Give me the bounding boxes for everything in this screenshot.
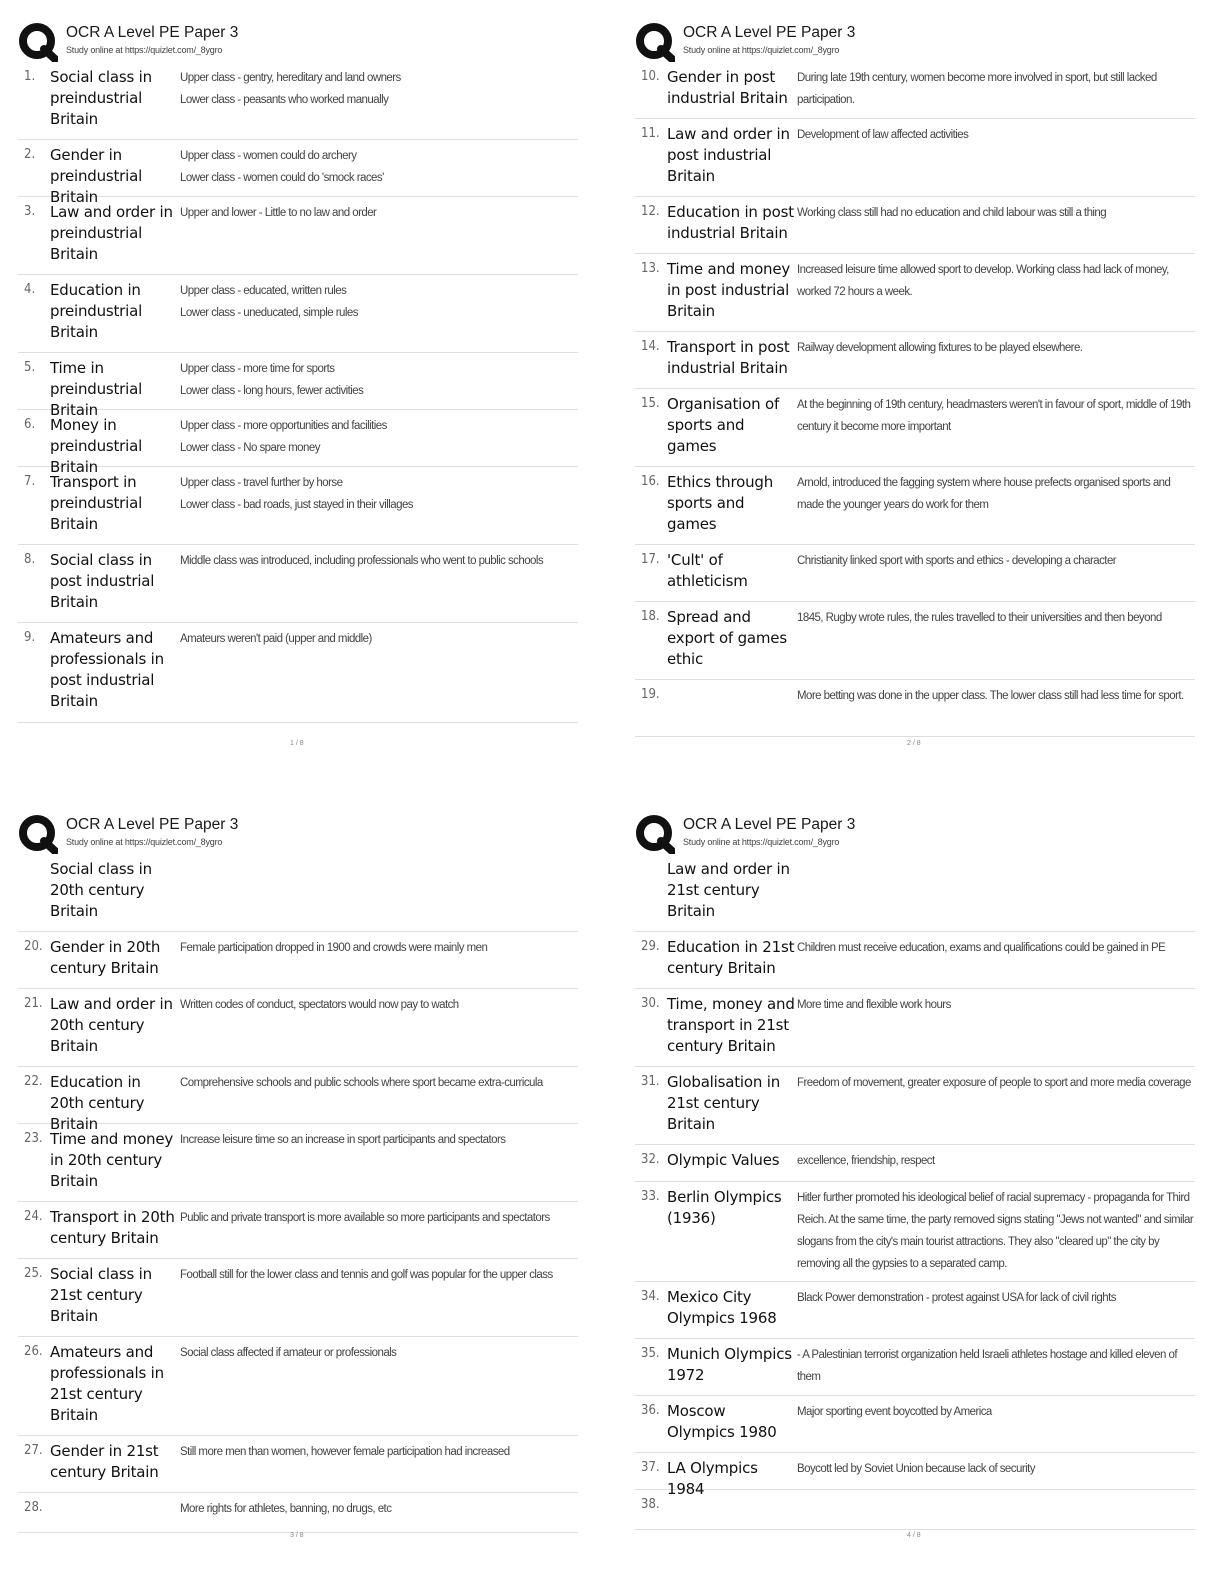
flashcard-row [18, 410, 578, 476]
study-link[interactable]: Study online at https://quizlet.com/_8ygro [66, 837, 223, 847]
page-4 [635, 812, 1215, 1552]
definition-text: Hitler further promoted his ideological belief of racial supremacy - propaganda for Third Reich. At the same time, the party removed signs stating "Jews not wanted" and similar slogans from the city's main tourist attractions. They also "cleared up" the city by removing all the gypsies to a separated camp. [797, 1192, 1194, 1270]
term-text: Amateurs and professionals in 21st century Britain [50, 1343, 164, 1424]
row-number: 22. [24, 1074, 43, 1089]
row-number: 21. [24, 996, 43, 1011]
definition-text: Upper and lower - Little to no law and order [180, 207, 377, 219]
row-number: 16. [641, 474, 660, 489]
quizlet-logo-icon [635, 814, 675, 854]
row-number: 36. [641, 1403, 660, 1418]
page-title: OCR A Level PE Paper 3 [66, 24, 239, 41]
page-header [635, 20, 1215, 64]
flashcard-row [18, 1124, 578, 1202]
definition-text: More betting was done in the upper class. The lower class still had less time for sport. [797, 690, 1184, 702]
row-number: 9. [24, 630, 36, 645]
definition-text: Upper class - more time for sports Lower class - long hours, fewer activities [180, 363, 364, 397]
definition-text: Still more men than women, however female participation had increased [180, 1446, 510, 1458]
page-title: OCR A Level PE Paper 3 [683, 816, 856, 833]
row-number: 26. [24, 1344, 43, 1359]
quizlet-logo-icon [18, 22, 58, 62]
definition-text: Amateurs weren't paid (upper and middle) [180, 633, 372, 645]
flashcard-row [635, 1282, 1195, 1339]
row-number: 3. [24, 204, 36, 219]
study-link[interactable]: Study online at https://quizlet.com/_8ygro [683, 45, 840, 55]
flashcard-row [635, 545, 1195, 602]
flashcard-row [635, 932, 1195, 989]
flashcard-row [18, 197, 578, 275]
row-number: 35. [641, 1346, 660, 1361]
definition-text: Public and private transport is more available so more participants and spectators [180, 1212, 550, 1224]
row-number: 23. [24, 1131, 43, 1146]
page-number: 1 / 8 [290, 740, 304, 747]
term-text: Time, money and transport in 21st century Britain [667, 995, 795, 1055]
term-text: Transport in post industrial Britain [667, 338, 790, 377]
row-number: 33. [641, 1189, 660, 1204]
definition-text: Working class still had no education and child labour was still a thing [797, 207, 1107, 219]
definition-text: Comprehensive schools and public schools where sport became extra-curricula [180, 1077, 543, 1089]
definition-text: Written codes of conduct, spectators would now pay to watch [180, 999, 459, 1011]
definition-text: Female participation dropped in 1900 and crowds were mainly men [180, 942, 488, 954]
term-text: LA Olympics 1984 [667, 1459, 758, 1498]
page-2 [635, 20, 1215, 760]
definition-text: - A Palestinian terrorist organization held Israeli athletes hostage and killed eleven of them [797, 1349, 1178, 1383]
definition-text: Christianity linked sport with sports and ethics - developing a character [797, 555, 1117, 567]
row-number: 7. [24, 474, 36, 489]
flashcard-row [635, 1453, 1195, 1498]
term-text: Time and money in 20th century Britain [50, 1130, 174, 1190]
flashcard-list [18, 62, 578, 723]
flashcard-row [18, 1436, 578, 1493]
term-text: Law and order in preindustrial Britain [50, 203, 173, 263]
flashcard-row [18, 932, 578, 989]
flashcard-row [635, 1145, 1195, 1182]
row-number: 25. [24, 1266, 43, 1281]
term-text: Social class in post industrial Britain [50, 551, 155, 611]
row-number: 24. [24, 1209, 43, 1224]
study-link[interactable]: Study online at https://quizlet.com/_8ygro [683, 837, 840, 847]
term-text: Education in preindustrial Britain [50, 281, 143, 341]
definition-text: Railway development allowing fixtures to be played elsewhere. [797, 342, 1083, 354]
flashcard-row [18, 545, 578, 623]
term-text: Mexico City Olympics 1968 [667, 1288, 777, 1327]
row-number: 32. [641, 1152, 660, 1167]
definition-text: Development of law affected activities [797, 129, 969, 141]
term-text: Social class in 21st century Britain [50, 1265, 152, 1325]
quizlet-logo-icon [18, 814, 58, 854]
flashcard-row [635, 602, 1195, 680]
definition-text: Middle class was introduced, including professionals who went to public schools [180, 555, 544, 567]
flashcard-row [18, 1202, 578, 1259]
flashcard-row [18, 140, 578, 206]
term-text: Berlin Olympics (1936) [667, 1188, 782, 1227]
flashcard-row [635, 1339, 1195, 1396]
term-text: 'Cult' of athleticism [667, 551, 748, 590]
row-number: 37. [641, 1460, 660, 1475]
flashcard-row [635, 389, 1195, 467]
page-1 [18, 20, 598, 760]
flashcard-row [18, 62, 578, 140]
definition-text: Upper class - gentry, hereditary and land owners Lower class - peasants who worked manually [180, 72, 401, 106]
definition-text: Major sporting event boycotted by America [797, 1406, 992, 1418]
term-text: Education in post industrial Britain [667, 203, 794, 242]
flashcard-row [18, 1493, 578, 1533]
term-text: Time in preindustrial Britain [50, 359, 143, 419]
term-text: Ethics through sports and games [667, 473, 774, 533]
page-header [18, 20, 598, 64]
row-number: 18. [641, 609, 660, 624]
definition-text: During late 19th century, women become more involved in sport, but still lacked participation. [797, 72, 1157, 106]
flashcard-row [18, 1337, 578, 1436]
flashcard-row [635, 854, 1195, 932]
flashcard-row [18, 1259, 578, 1337]
definition-text: Freedom of movement, greater exposure of people to sport and more media coverage [797, 1077, 1191, 1089]
term-text: Transport in 20th century Britain [50, 1208, 175, 1247]
term-text: Gender in preindustrial Britain [50, 146, 143, 206]
term-text: Education in 21st century Britain [667, 938, 795, 977]
definition-text: Upper class - women could do archery Lower class - women could do 'smock races' [180, 150, 384, 184]
flashcard-row [18, 1067, 578, 1133]
definition-text: Children must receive education, exams and qualifications could be gained in PE [797, 942, 1166, 954]
term-text: Moscow Olympics 1980 [667, 1402, 777, 1441]
row-number: 30. [641, 996, 660, 1011]
term-text: Globalisation in 21st century Britain [667, 1073, 780, 1133]
row-number: 29. [641, 939, 660, 954]
term-text: Law and order in post industrial Britain [667, 125, 790, 185]
row-number: 34. [641, 1289, 660, 1304]
term-text: Transport in preindustrial Britain [50, 473, 143, 533]
flashcard-row [18, 275, 578, 353]
flashcard-list [635, 62, 1195, 737]
flashcard-row [635, 62, 1195, 119]
row-number: 38. [641, 1497, 660, 1512]
page-title: OCR A Level PE Paper 3 [683, 24, 856, 41]
definition-text: At the beginning of 19th century, headmasters weren't in favour of sport, middle of 19th century it become more important [797, 399, 1191, 433]
row-number: 2. [24, 147, 36, 162]
row-number: 12. [641, 204, 660, 219]
definition-text: Upper class - educated, written rules Lower class - uneducated, simple rules [180, 285, 358, 319]
flashcard-row [635, 1067, 1195, 1145]
row-number: 10. [641, 69, 660, 84]
flashcard-row [635, 332, 1195, 389]
page-header [635, 812, 1215, 856]
term-text: Money in preindustrial Britain [50, 416, 143, 476]
row-number: 27. [24, 1443, 43, 1458]
row-number: 17. [641, 552, 660, 567]
definition-text: Football still for the lower class and tennis and golf was popular for the upper class [180, 1269, 553, 1281]
term-text: Gender in post industrial Britain [667, 68, 788, 107]
flashcard-list [18, 854, 578, 1533]
definition-text: Increase leisure time so an increase in sport participants and spectators [180, 1134, 506, 1146]
term-text: Education in 20th century Britain [50, 1073, 145, 1133]
term-text: Spread and export of games ethic [667, 608, 787, 668]
flashcard-row [635, 989, 1195, 1067]
page-3 [18, 812, 598, 1552]
definition-text: excellence, friendship, respect [797, 1155, 935, 1167]
study-link[interactable]: Study online at https://quizlet.com/_8ygro [66, 45, 223, 55]
term-text: Munich Olympics 1972 [667, 1345, 792, 1384]
term-text: Olympic Values [667, 1151, 780, 1169]
flashcard-row [635, 1490, 1195, 1530]
definition-text: Arnold, introduced the fagging system where house prefects organised sports and made the younger years do work for them [797, 477, 1171, 511]
flashcard-list [635, 854, 1195, 1530]
row-number: 19. [641, 687, 660, 702]
flashcard-row [635, 1182, 1195, 1282]
page-title: OCR A Level PE Paper 3 [66, 816, 239, 833]
flashcard-row [635, 254, 1195, 332]
row-number: 11. [641, 126, 660, 141]
page-number: 3 / 8 [290, 1532, 304, 1539]
definition-text: Boycott led by Soviet Union because lack of security [797, 1463, 1035, 1475]
page-header [18, 812, 598, 856]
definition-text: More rights for athletes, banning, no drugs, etc [180, 1503, 392, 1515]
definition-text: Upper class - more opportunities and facilities Lower class - No spare money [180, 420, 387, 454]
row-number: 28. [24, 1500, 43, 1515]
definition-text: Social class affected if amateur or professionals [180, 1347, 397, 1359]
flashcard-row [18, 854, 578, 932]
definition-text: More time and flexible work hours [797, 999, 951, 1011]
term-text: Law and order in 20th century Britain [50, 995, 173, 1055]
term-text: Gender in 21st century Britain [50, 1442, 159, 1481]
flashcard-row [635, 680, 1195, 737]
term-text: Amateurs and professionals in post industrial Britain [50, 629, 164, 710]
definition-text: Increased leisure time allowed sport to develop. Working class had lack of money, worked 72 hours a week. [797, 264, 1169, 298]
definition-text: Upper class - travel further by horse Lower class - bad roads, just stayed in their villages [180, 477, 414, 511]
flashcard-row [18, 353, 578, 419]
term-text: Law and order in 21st century Britain [667, 860, 790, 920]
page-number: 4 / 8 [907, 1532, 921, 1539]
flashcard-row [18, 623, 578, 723]
quizlet-logo-icon [635, 22, 675, 62]
row-number: 15. [641, 396, 660, 411]
row-number: 6. [24, 417, 36, 432]
flashcard-row [635, 197, 1195, 254]
row-number: 20. [24, 939, 43, 954]
row-number: 1. [24, 69, 36, 84]
definition-text: 1845, Rugby wrote rules, the rules travelled to their universities and then beyond [797, 612, 1162, 624]
flashcard-row [635, 1396, 1195, 1453]
term-text: Gender in 20th century Britain [50, 938, 161, 977]
row-number: 13. [641, 261, 660, 276]
flashcard-row [635, 119, 1195, 197]
term-text: Social class in preindustrial Britain [50, 68, 152, 128]
row-number: 4. [24, 282, 36, 297]
row-number: 14. [641, 339, 660, 354]
page-number: 2 / 8 [907, 740, 921, 747]
row-number: 5. [24, 360, 36, 375]
flashcard-row [635, 467, 1195, 545]
definition-text: Black Power demonstration - protest against USA for lack of civil rights [797, 1292, 1116, 1304]
flashcard-row [18, 989, 578, 1067]
term-text: Time and money in post industrial Britain [667, 260, 791, 320]
row-number: 31. [641, 1074, 660, 1089]
term-text: Organisation of sports and games [667, 395, 780, 455]
term-text: Social class in 20th century Britain [50, 860, 152, 920]
flashcard-row [18, 467, 578, 545]
row-number: 8. [24, 552, 36, 567]
